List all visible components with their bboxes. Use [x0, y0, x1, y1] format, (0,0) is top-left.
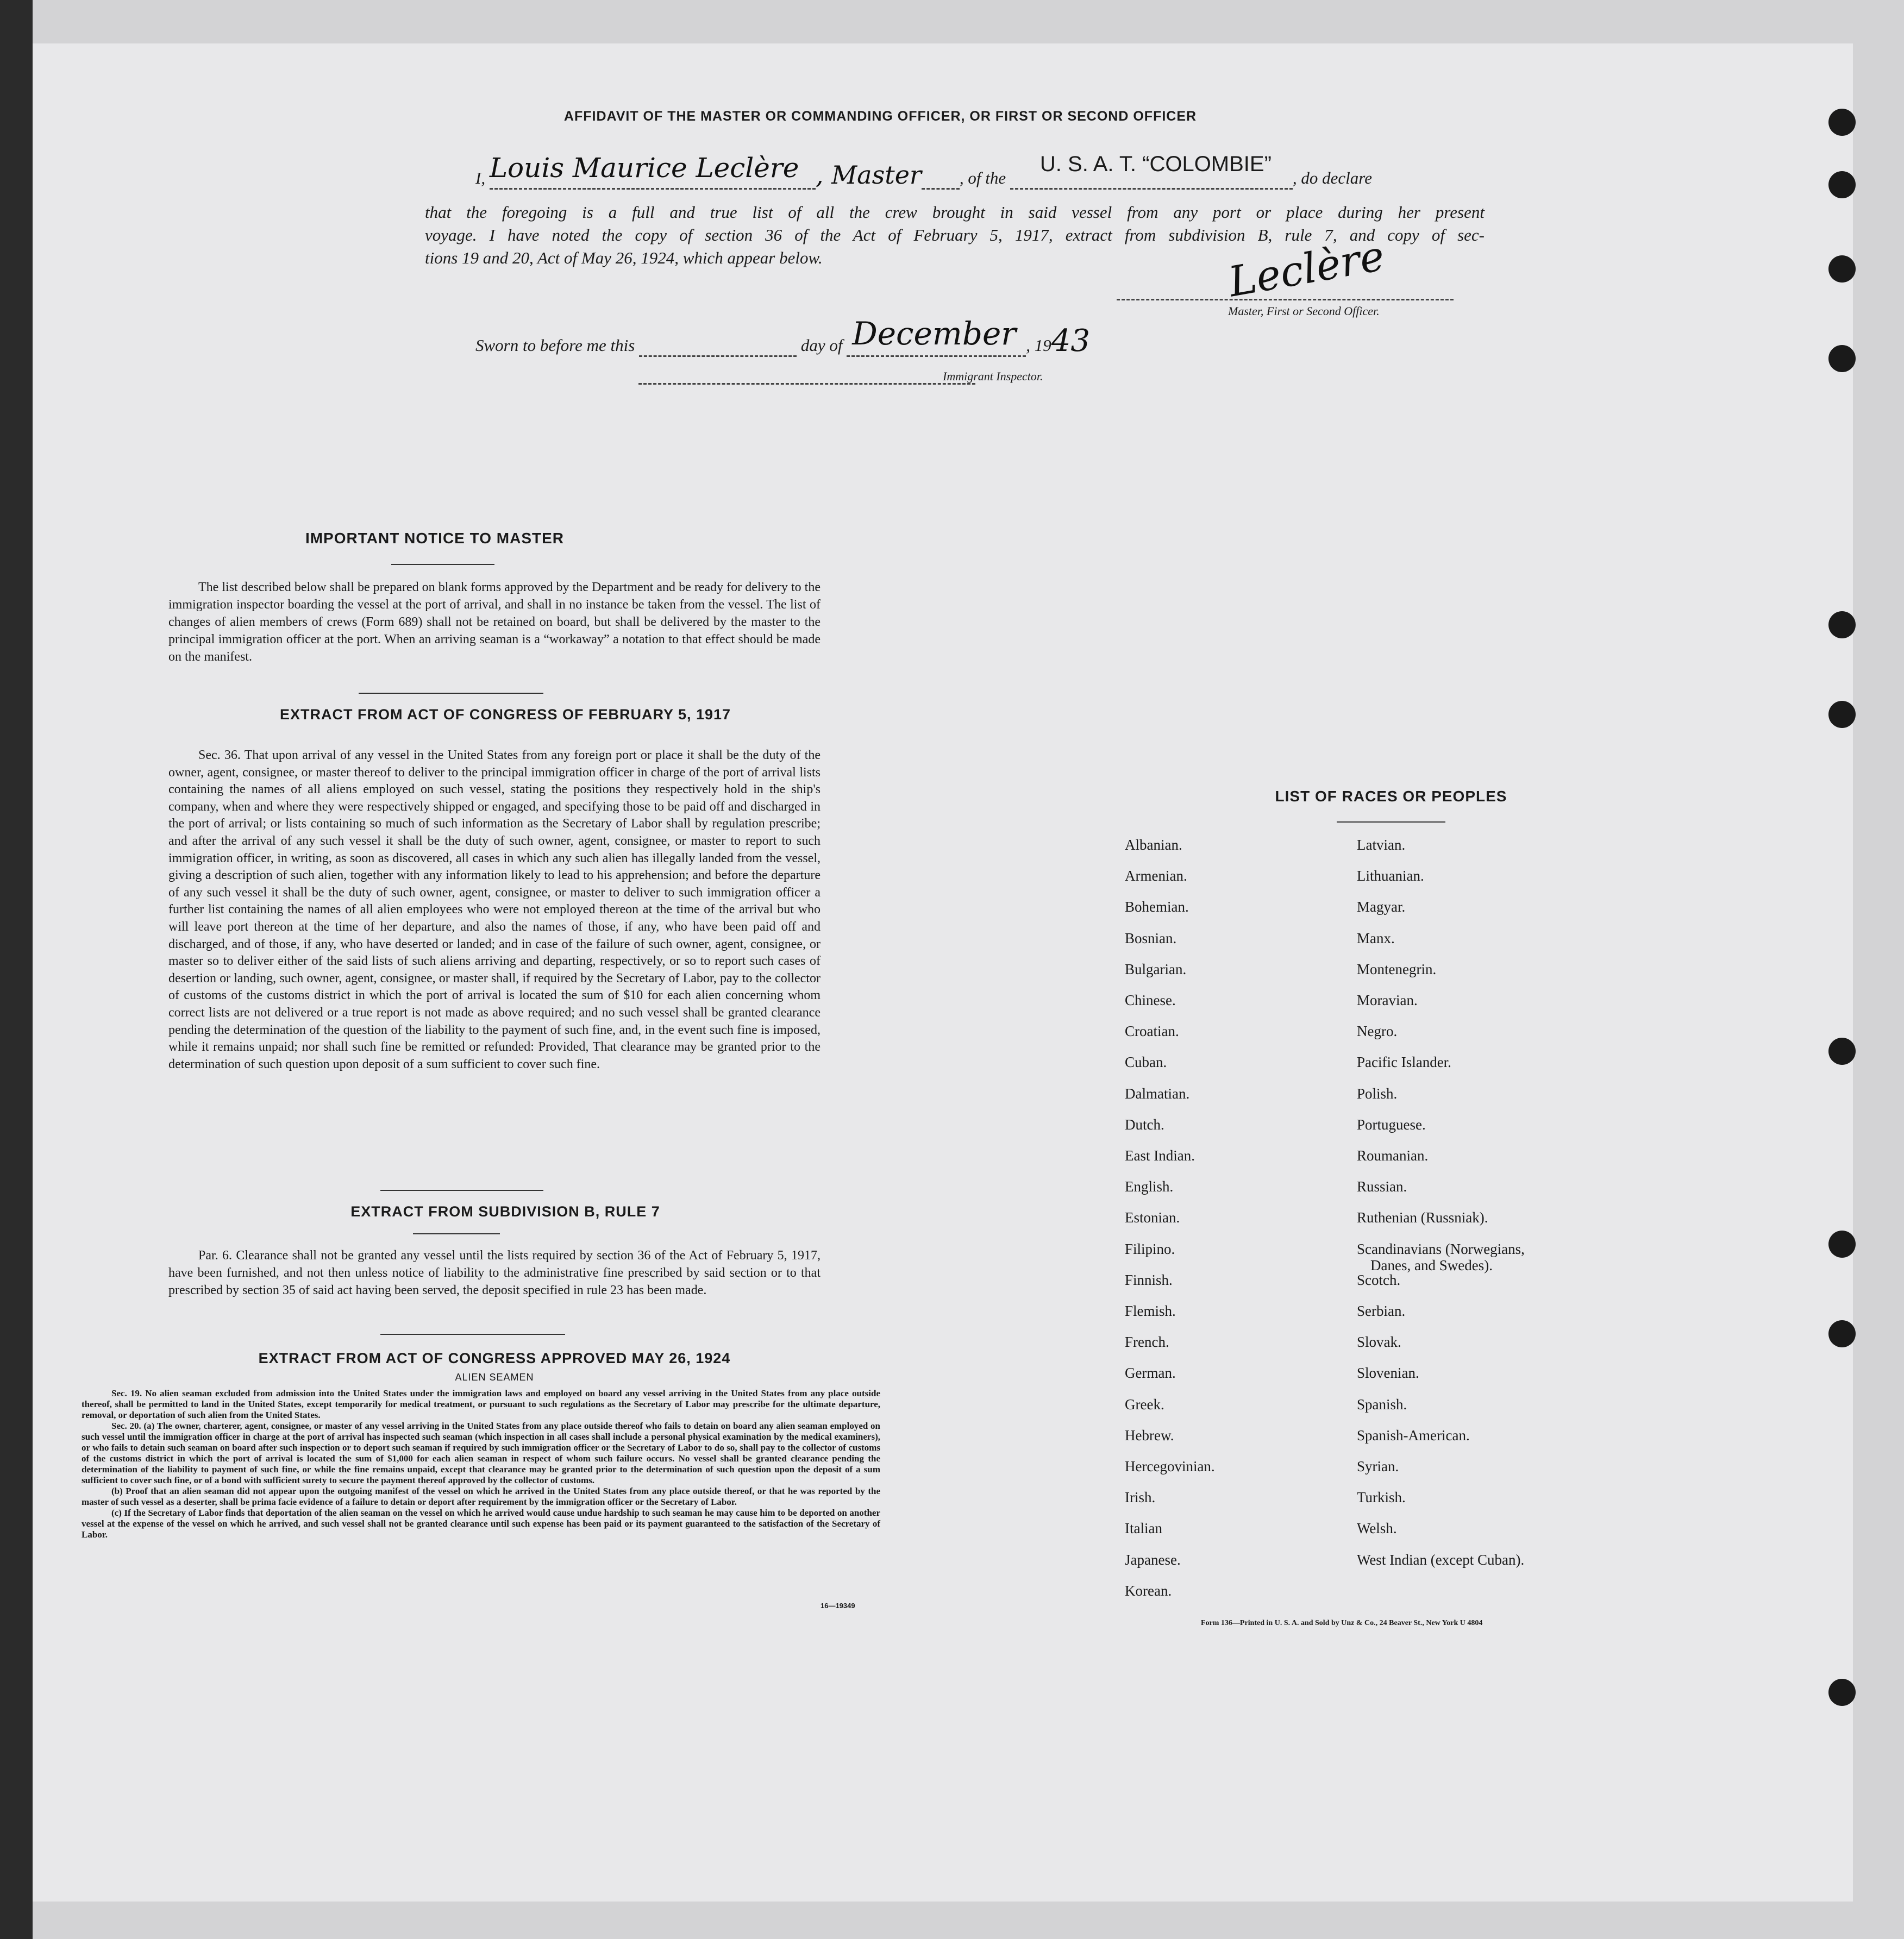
- race-item: Spanish.: [1357, 1396, 1407, 1413]
- inspector-line: [638, 383, 975, 385]
- day-of-label: day of: [800, 336, 843, 355]
- race-item: Turkish.: [1357, 1489, 1406, 1506]
- year: 43: [1051, 323, 1090, 359]
- month-field: [847, 315, 1026, 357]
- master-name: Louis Maurice Leclère: [489, 152, 799, 184]
- rule7-heading: EXTRACT FROM SUBDIVISION B, RULE 7: [350, 1203, 660, 1220]
- races-heading: LIST OF RACES OR PEOPLES: [1275, 788, 1507, 805]
- race-item: Polish.: [1357, 1085, 1398, 1102]
- race-item: Portuguese.: [1357, 1116, 1426, 1133]
- race-item: Negro.: [1357, 1023, 1398, 1040]
- signature-line: [1117, 299, 1454, 300]
- vessel-name: U. S. A. T. “COLOMBIE”: [1039, 152, 1272, 176]
- punch-hole: [1828, 1038, 1856, 1065]
- sec20a-text: Sec. 20. (a) The owner, charterer, agent, consignee, or master of any vessel arriving in the United States from any place outside thereof who fails to detain on board any alien seaman employed on such vessel until the immigration officer in charge at the port of arrival has inspected such seaman (which inspection in all cases shall include a personal physical examination by the medical examiners), or who fails to detain such seaman on board after such inspection or to deport such seaman if required by such immigration officer or the Secretary of Labor to do so, shall pay to the collector of customs of the customs district in which the port of arrival is located the sum of $1,000 for each alien seaman in respect of whom such failure occurs. No vessel shall be granted clearance pending the determination of the liability to payment of such fine, or while the fine remains unpaid, except that clearance may be granted prior to the determination of such question upon the deposit of a sum sufficient to cover such fine, or of a bond with sufficient surety to secure the payment thereof approved by the collector of customs.: [82, 1421, 880, 1485]
- form-note: Form 136—Printed in U. S. A. and Sold by Unz & Co., 24 Beaver St., New York U 4804: [1201, 1619, 1483, 1627]
- sworn-line: [475, 315, 1090, 359]
- race-item: Hebrew.: [1125, 1427, 1174, 1444]
- race-item: Dalmatian.: [1125, 1085, 1190, 1102]
- race-item: Finnish.: [1125, 1271, 1173, 1288]
- print-code: 16—19349: [821, 1602, 855, 1610]
- race-item: Italian: [1125, 1520, 1162, 1537]
- race-item: Syrian.: [1357, 1458, 1399, 1474]
- race-item: Irish.: [1125, 1489, 1156, 1506]
- race-item: Bohemian.: [1125, 899, 1189, 915]
- act1917-heading: EXTRACT FROM ACT OF CONGRESS OF FEBRUARY 5, 1917: [279, 706, 731, 723]
- race-item: Greek.: [1125, 1396, 1164, 1413]
- race-item: East Indian.: [1125, 1147, 1195, 1164]
- scan-edge: [0, 0, 33, 1939]
- act1924-text: [82, 1388, 880, 1540]
- race-item: Ruthenian (Russniak).: [1357, 1209, 1488, 1226]
- signature: Leclère: [1225, 231, 1388, 306]
- race-item: English.: [1125, 1178, 1174, 1195]
- race-item: Japanese.: [1125, 1551, 1181, 1568]
- race-item: Korean.: [1125, 1582, 1172, 1599]
- year-prefix: , 19: [1026, 336, 1051, 355]
- race-item: Lithuanian.: [1357, 868, 1424, 884]
- sworn-label: Sworn to before me this: [475, 336, 635, 355]
- divider: [413, 1233, 500, 1234]
- race-item: Scotch.: [1357, 1271, 1401, 1288]
- race-item: Chinese.: [1125, 992, 1176, 1008]
- race-item: West Indian (except Cuban).: [1357, 1551, 1525, 1568]
- race-item: Welsh.: [1357, 1520, 1397, 1537]
- rule7-text: Par. 6. Clearance shall not be granted any vessel until the lists required by section 36 of the Act of February 5, 1917, have been furnished, and not then unless notice of liability to the administrative fine prescribed by said section or to that prescribed by section 35 of said act having been served, the deposit specified in rule 23 has been made.: [168, 1248, 821, 1297]
- race-item: Filipino.: [1125, 1240, 1175, 1257]
- punch-hole: [1828, 345, 1856, 372]
- race-item: Russian.: [1357, 1178, 1407, 1195]
- race-item: Magyar.: [1357, 899, 1406, 915]
- punch-hole: [1828, 1679, 1856, 1706]
- race-item: Pacific Islander.: [1357, 1054, 1451, 1071]
- race-item: Spanish-American.: [1357, 1427, 1470, 1444]
- act1924-heading: EXTRACT FROM ACT OF CONGRESS APPROVED MAY 26, 1924: [258, 1350, 731, 1366]
- punch-hole: [1828, 171, 1856, 198]
- race-item: German.: [1125, 1365, 1176, 1382]
- affidavit-title: AFFIDAVIT OF THE MASTER OR COMMANDING OFFICER, OR FIRST OR SECOND OFFICER: [563, 109, 1197, 124]
- race-item: Montenegrin.: [1357, 961, 1437, 977]
- of-the-label: , of the: [959, 168, 1006, 187]
- i-label: I,: [475, 168, 486, 187]
- affidavit-body: that the foregoing is a full and true list of all the crew brought in said vessel from any port or place during her present voyage. I have noted the copy of section 36 of the Act of February 5, 1917, extract from subdivision B, rule 7, and copy of sec- tions 19 and 20, Act of May 26, 1924, which appear below.: [425, 203, 1485, 267]
- divider: [1337, 821, 1445, 823]
- race-item: Manx.: [1357, 930, 1395, 946]
- race-item: Estonian.: [1125, 1209, 1180, 1226]
- race-item: Cuban.: [1125, 1054, 1167, 1071]
- sec20c-text: (c) If the Secretary of Labor finds that deportation of the alien seaman on the vessel on which he arrived would cause undue hardship to such seaman he may cause him to be deported on another vessel at the expense of the vessel on which he arrived, and such vessel shall not be granted clearance until such expense has been paid or its payment guaranteed to the satisfaction of the Secretary of Labor.: [82, 1508, 880, 1540]
- punch-hole: [1828, 255, 1856, 283]
- notice-text: The list described below shall be prepared on blank forms approved by the Department and be ready for delivery to the immigration inspector boarding the vessel at the port of arrival, and shall in no instance be taken from the vessel. The list of changes of alien members of crews (Form 689) shall not be retained on board, but shall be delivered by the master to the principal immigration officer at the port. When an arriving seaman is a “workaway” a notation to that effect should be made on the manifest.: [168, 580, 821, 664]
- race-item: French.: [1125, 1334, 1169, 1351]
- race-item: Slovenian.: [1357, 1365, 1419, 1382]
- sec19-text: Sec. 19. No alien seaman excluded from admission into the United States under the immigration laws and employed on board any vessel arriving in the United States from any place outside thereof, shall be permitted to land in the United States, except temporarily for medical treatment, or pursuant to such regulations as the Secretary of Labor may prescribe for the ultimate departure, removal, or deportation of such alien from the United States.: [82, 1388, 880, 1420]
- act1917-text: Sec. 36. That upon arrival of any vessel in the United States from any foreign port or place it shall be the duty of the owner, agent, consignee, or master thereof to deliver to the principal immigration officer in charge of the port of arrival lists containing the names of all aliens employed on such vessel, stating the positions they respectively hold in the ship's company, when and where they were respectively shipped or engaged, and specifying those to be paid off and discharged in the port of arrival; or lists containing so much of such information as the Secretary of Labor shall by regulation prescribe; and after the arrival of any such vessel it shall be the duty of such owner, agent, consignee, or master to report to such immigration officer, in writing, as soon as discovered, all cases in which any such alien has illegally landed from the vessel, giving a description of such alien, together with any information likely to lead to his apprehension; and before the departure of any such vessel it shall be the duty of such owner, agent, consignee, or master to deliver to such immigration officer a further list containing the names of all alien employees who were not employed thereon at the time of the arrival but who will leave port thereon at the time of her departure, and also the names of those, if any, who have been paid off and discharged, and of those, if any, who have deserted or landed; and in case of the failure of such owner, agent, consignee, or master so to deliver either of the said lists of such aliens arriving and departing, respectively, or so to report such cases of desertion or landing, such owner, agent, consignee, or master shall, if required by the Secretary of Labor, pay to the collector of customs of the customs district in which the port of arrival is located the sum of $10 for each alien concerning whom correct lists are not delivered or a true report is not made as above required; and no such vessel shall be granted clearance pending the determination of the question of the liability to the payment of such fine, and, in the event such fine is imposed, while it remains unpaid; nor shall such fine be remitted or refunded: Provided, That clearance may be granted prior to the determination of such question upon deposit of a sum sufficient to cover such fine.: [168, 748, 821, 1071]
- race-item: Latvian.: [1357, 837, 1406, 853]
- race-item: Scandinavians (Norwegians,: [1357, 1240, 1525, 1257]
- divider: [391, 564, 494, 565]
- master-name-field: [489, 152, 816, 190]
- race-item: Danes, and Swedes).: [1370, 1257, 1493, 1273]
- document-page: [33, 43, 1853, 1902]
- divider: [380, 1334, 565, 1335]
- punch-hole: [1828, 1320, 1856, 1347]
- divider: [359, 693, 543, 694]
- race-item: Bosnian.: [1125, 930, 1177, 946]
- master-rank: , Master: [815, 160, 922, 190]
- race-item: Moravian.: [1357, 992, 1418, 1008]
- race-item: Bulgarian.: [1125, 961, 1187, 977]
- race-item: Slovak.: [1357, 1334, 1401, 1351]
- punch-hole: [1828, 701, 1856, 728]
- race-item: Albanian.: [1125, 837, 1182, 853]
- inspector-caption: Immigrant Inspector.: [943, 369, 1043, 383]
- month: December: [852, 315, 1017, 352]
- race-item: Roumanian.: [1357, 1147, 1429, 1164]
- race-item: Dutch.: [1125, 1116, 1164, 1133]
- punch-hole: [1828, 109, 1856, 136]
- act1924-subheading: ALIEN SEAMEN: [455, 1372, 534, 1383]
- vessel-field: [1010, 152, 1293, 190]
- race-item: Flemish.: [1125, 1303, 1176, 1319]
- notice-heading: IMPORTANT NOTICE TO MASTER: [305, 530, 565, 547]
- punch-hole: [1828, 611, 1856, 638]
- race-item: Armenian.: [1125, 868, 1187, 884]
- do-declare-label: , do declare: [1292, 168, 1372, 187]
- race-item: Serbian.: [1357, 1303, 1406, 1319]
- divider: [380, 1190, 543, 1191]
- race-item: Hercegovinian.: [1125, 1458, 1215, 1474]
- sec20b-text: (b) Proof that an alien seaman did not appear upon the outgoing manifest of the vessel on which he arrived in the United States from any place outside thereof, or that he was reported by the master of such vessel as a deserter, shall be prima facie evidence of a failure to detain or deport after requirement by the immigration officer or the Secretary of Labor.: [82, 1486, 880, 1507]
- punch-hole: [1828, 1231, 1856, 1258]
- race-item: Croatian.: [1125, 1023, 1179, 1040]
- affidavit-line1: [475, 152, 1497, 190]
- signer-caption: Master, First or Second Officer.: [1228, 304, 1380, 318]
